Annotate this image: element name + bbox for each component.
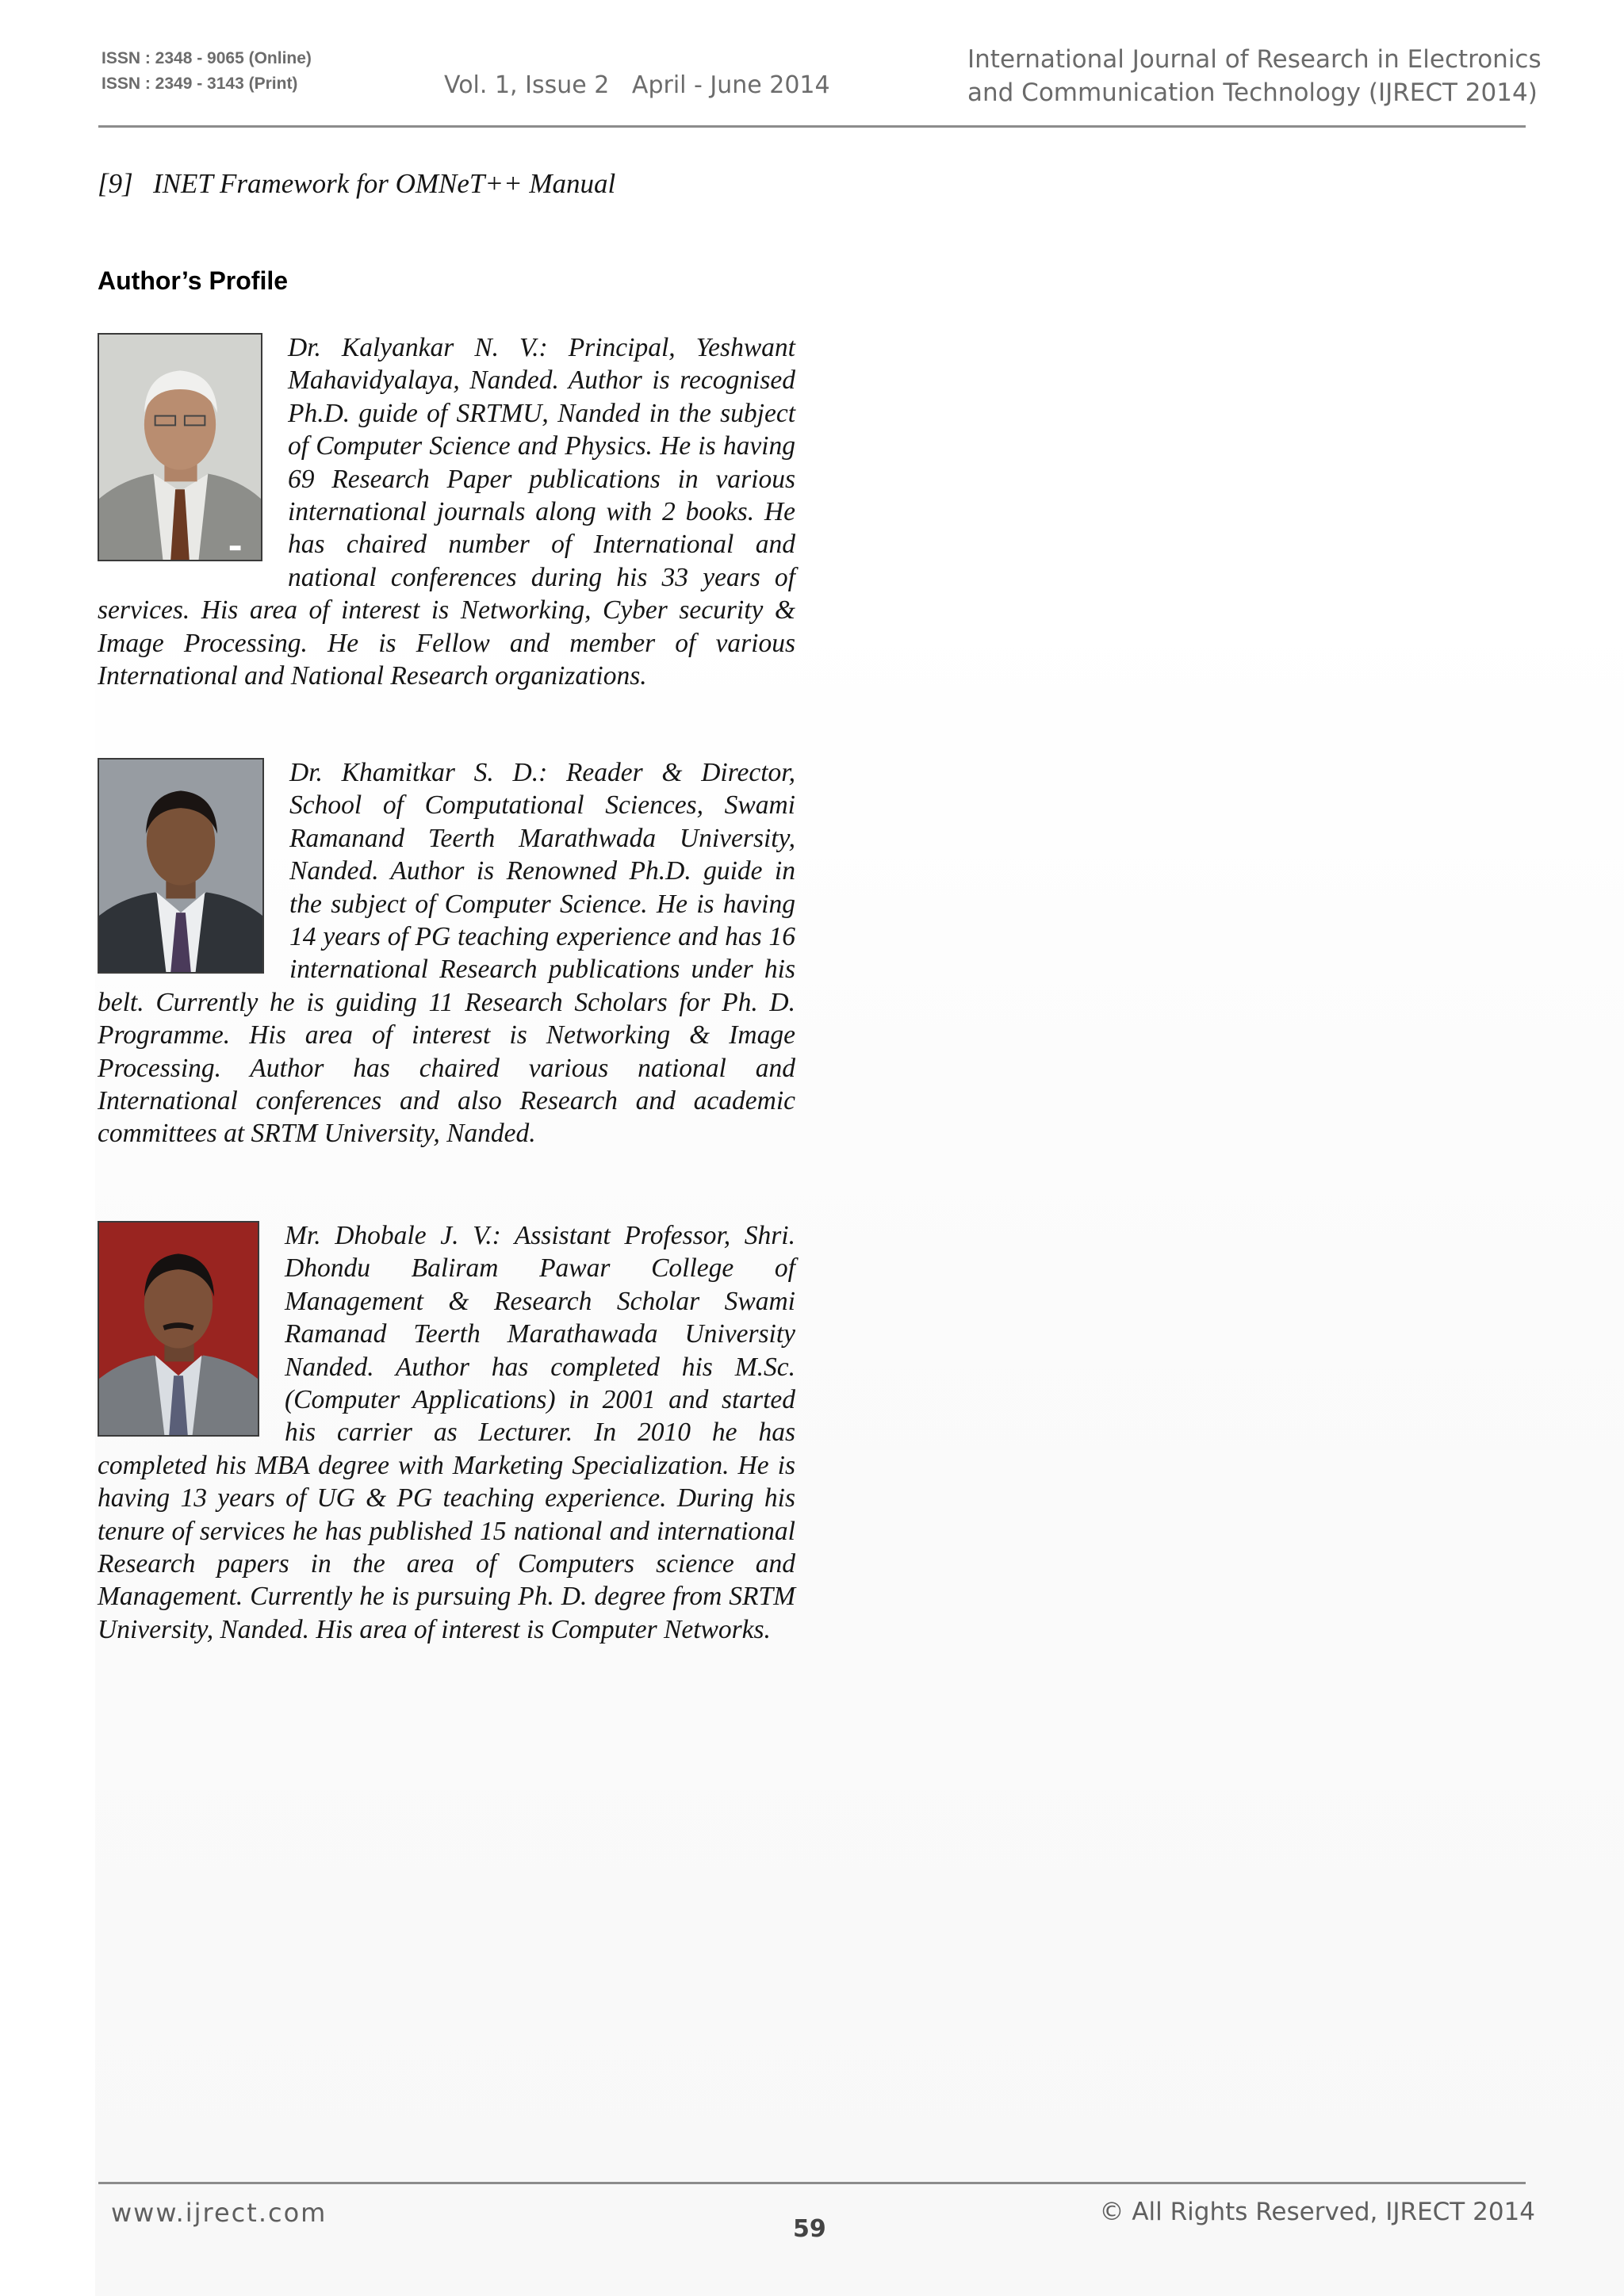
- author-photo: [98, 1221, 259, 1437]
- journal-title: [967, 43, 1570, 109]
- page-number: 59: [793, 2215, 826, 2243]
- section-heading: Author’s Profile: [98, 266, 289, 295]
- copyright-notice: © All Rights Reserved, IJRECT 2014: [1099, 2198, 1535, 2226]
- author-profile: [98, 331, 795, 692]
- author-profile: [98, 1219, 795, 1646]
- issn-print: ISSN : 2349 - 3143 (Print): [102, 75, 298, 93]
- journal-title-line-1: International Journal of Research in Electronics: [967, 45, 1542, 74]
- volume-issue: Vol. 1, Issue 2 April - June 2014: [444, 71, 830, 99]
- header-rule: [98, 125, 1526, 128]
- issn-block: [102, 46, 435, 97]
- author-profile: [98, 756, 795, 1150]
- author-bio: Mr. Dhobale J. V.: Assistant Professor, Shri. Dhondu Baliram Pawar College of Management & Research Scholar Swami Ramanad Teerth Marathawada University Nanded. Author has completed his M.Sc. (Computer Applications) in 2001 and started his carrier as Lecturer. In 2010 he has completed his MBA degree with Marketing Specialization. He is having 13 years of UG & PG teaching experience. During his tenure of services he has published 15 national and international Research papers in the area of Computers science and Management. Currently he is pursuing Ph. D. degree from SRTM University, Nanded. His area of interest is Computer Networks.: [98, 1221, 795, 1644]
- journal-title-line-2: and Communication Technology (IJRECT 2014): [967, 78, 1538, 107]
- issn-online: ISSN : 2348 - 9065 (Online): [102, 49, 312, 67]
- website-link[interactable]: www.ijrect.com: [111, 2198, 327, 2228]
- author-photo: [98, 333, 262, 561]
- reference-item: [98, 166, 811, 201]
- footer-rule: [98, 2182, 1526, 2184]
- author-bio: Dr. Khamitkar S. D.: Reader & Director, School of Computational Sciences, Swami Ramanand Teerth Marathwada University, Nanded. Author is Renowned Ph.D. guide in the subject of Computer Science. He is having 14 years of PG teaching experience and has 16 international Research publications under his belt. Currently he is guiding 11 Research Scholars for Ph. D. Programme. His area of interest is Networking & Image Processing. Author has chaired various national and International conferences and also Research and academic committees at SRTM University, Nanded.: [98, 758, 795, 1149]
- author-bio: Dr. Kalyankar N. V.: Principal, Yeshwant Mahavidyalaya, Nanded. Author is recognised Ph.D. guide of SRTMU, Nanded in the subject of Computer Science and Physics. He is having 69 Research Paper publications in various international journals along with 2 books. He has chaired number of International and national conferences during his 33 years of services. His area of interest is Networking, Cyber security & Image Processing. He is Fellow and member of various International and National Research organizations.: [98, 333, 795, 691]
- reference-number: [9]: [98, 168, 133, 199]
- reference-text: INET Framework for OMNeT++ Manual: [153, 168, 616, 199]
- author-photo: [98, 758, 264, 974]
